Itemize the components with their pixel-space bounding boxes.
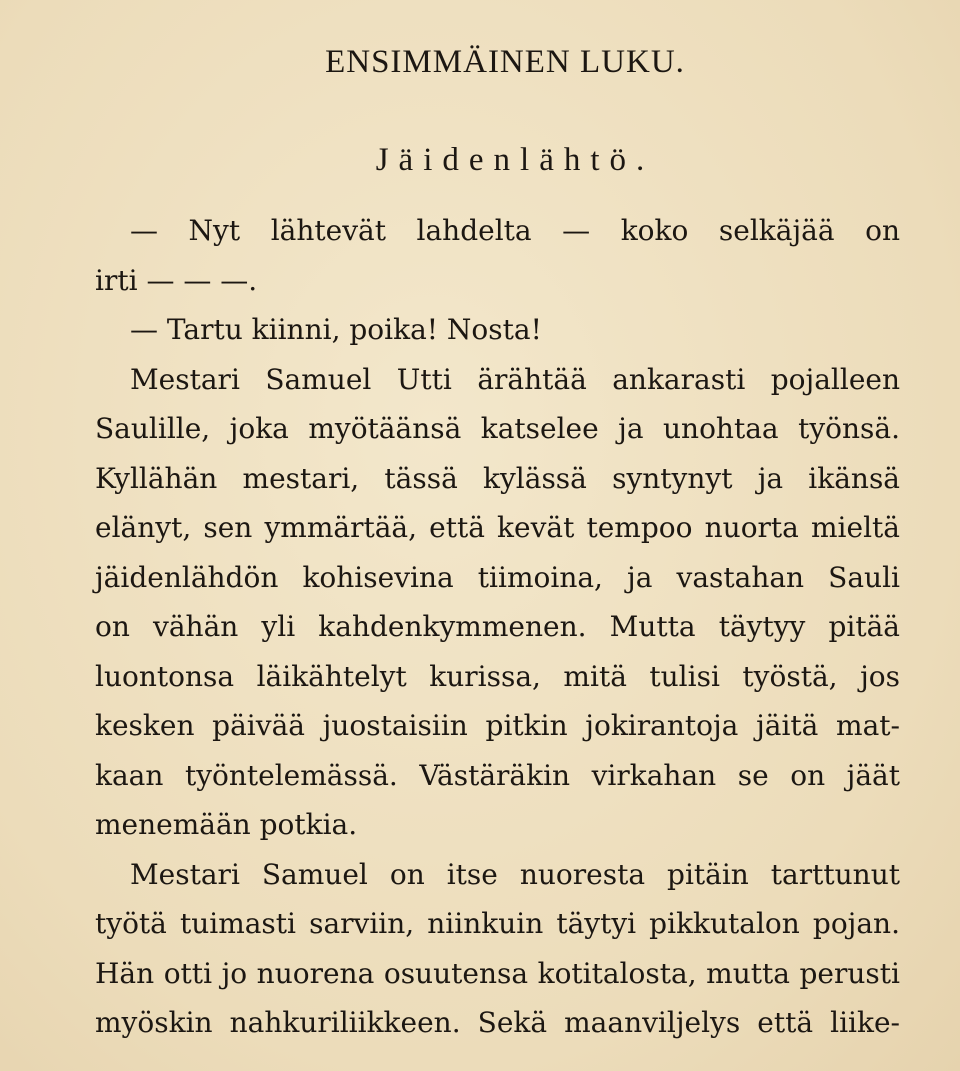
text-line: Saulille, joka myötäänsä katselee ja unohtaa työnsä. (95, 412, 900, 445)
text-line: myöskin nahkuriliikkeen. Sekä maanviljelys että liike- (95, 1006, 900, 1039)
section-title: Jäidenlähtö. (375, 142, 655, 178)
text-line: on vähän yli kahdenkymmenen. Mutta täytyy pitää (95, 610, 900, 643)
text-line: Mestari Samuel Utti ärähtää ankarasti pojalleen (130, 362, 900, 396)
text-line: Mestari Samuel on itse nuoresta pitäin tarttunut (130, 857, 900, 891)
text-line: luontonsa läikähtelyt kurissa, mitä tulisi työstä, jos (95, 659, 900, 693)
text-line: menemään potkia. (95, 808, 358, 841)
text-line: kesken päivää juostaisiin pitkin jokirantoja jäitä mat- (95, 709, 900, 742)
text-line: irti — — —. (95, 263, 258, 297)
text-line: elänyt, sen ymmärtää, että kevät tempoo nuorta mieltä (95, 511, 900, 544)
body-text (95, 206, 900, 1048)
text-line: kaan työntelemässä. Västäräkin virkahan se on jäät (95, 758, 900, 792)
chapter-heading: ENSIMMÄINEN LUKU. (325, 44, 685, 80)
text-line: työtä tuimasti sarviin, niinkuin täytyi pikkutalon pojan. (95, 907, 900, 940)
text-line: — Tartu kiinni, poika! Nosta! (130, 313, 542, 346)
text-line: — Nyt lähtevät lahdelta — koko selkäjää on (130, 214, 900, 247)
text-line: Hän otti jo nuorena osuutensa kotitalosta, mutta perusti (95, 956, 900, 990)
text-line: Kyllähän mestari, tässä kylässä syntynyt ja ikänsä (95, 461, 900, 495)
text-line: jäidenlähdön kohisevina tiimoina, ja vastahan Sauli (95, 560, 900, 594)
